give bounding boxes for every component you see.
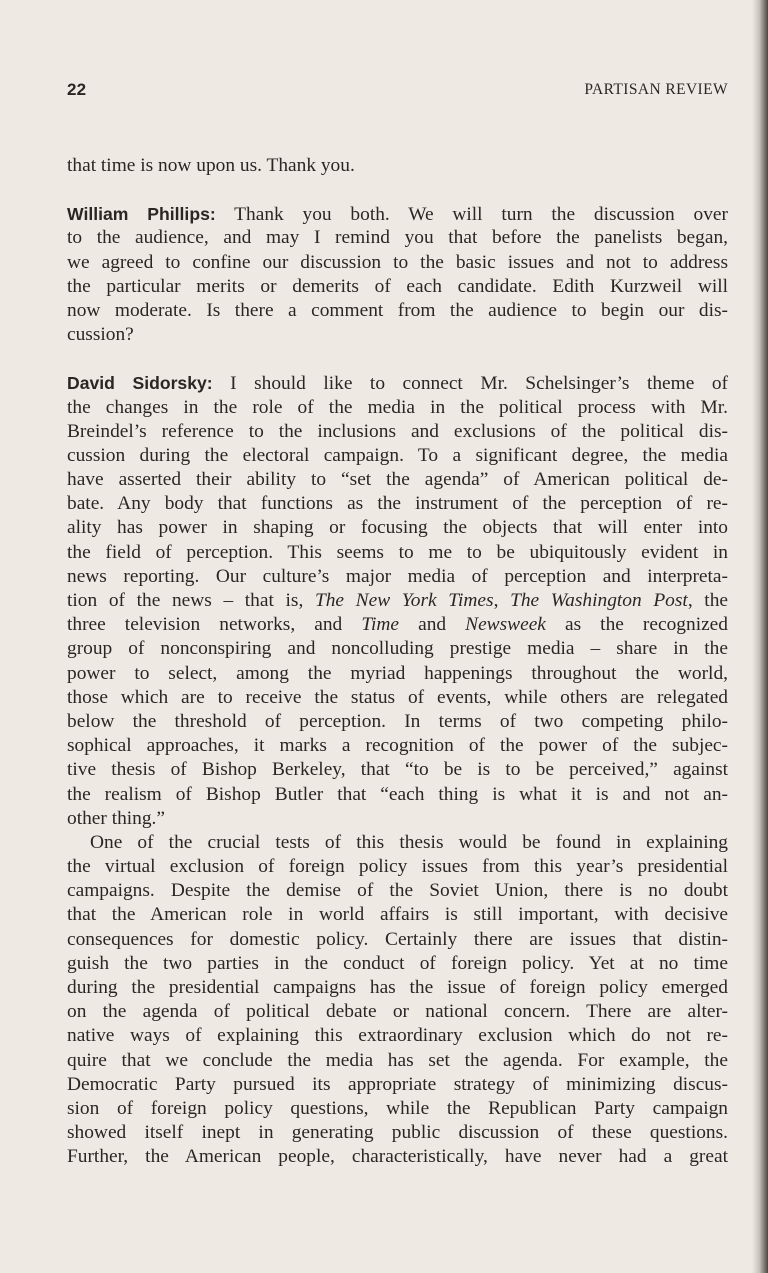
text-run: and bbox=[399, 614, 466, 636]
italic-title-newsweek: Newsweek bbox=[465, 614, 546, 636]
text-line: sophical approaches, it marks a recognition of the power of the subjec- bbox=[67, 735, 728, 757]
text-line: to the audience, and may I remind you that before the panelists began, bbox=[67, 227, 728, 249]
text-line: the virtual exclusion of foreign policy issues from this year’s presidential bbox=[67, 856, 728, 878]
text-line: the changes in the role of the media in the political process with Mr. bbox=[67, 396, 728, 418]
text-line: sion of foreign policy questions, while the Republican Party campaign bbox=[67, 1097, 728, 1119]
text-line: Democratic Party pursued its appropriate strategy of minimizing discus- bbox=[67, 1073, 728, 1095]
text-line: group of nonconspiring and noncolluding prestige media – share in the bbox=[67, 638, 728, 660]
text-line: during the presidential campaigns has the issue of foreign policy emerged bbox=[67, 977, 728, 998]
journal-title: PARTISAN REVIEW bbox=[584, 81, 728, 98]
text-line: we agreed to confine our discussion to the basic issues and not to address bbox=[67, 251, 728, 273]
italic-title-time: Time bbox=[361, 614, 400, 636]
text-line: One of the crucial tests of this thesis would be found in explaining bbox=[90, 831, 728, 853]
text-line: news reporting. Our culture’s major media of perception and interpreta- bbox=[67, 565, 728, 587]
paragraph-closing bbox=[67, 154, 728, 178]
text-line: the realism of Bishop Butler that “each thing is what it is and not an- bbox=[67, 783, 728, 805]
text-line: have asserted their ability to “set the agenda” of American political de- bbox=[67, 469, 728, 491]
text-run: as the recognized bbox=[545, 614, 728, 636]
page-edge-shadow bbox=[752, 0, 768, 1273]
page-number: 22 bbox=[67, 80, 87, 99]
text-run: three television networks, and bbox=[67, 614, 362, 636]
speaker-name: William Phillips: bbox=[67, 204, 216, 225]
text-line: on the agenda of political debate or national concern. There are alter- bbox=[67, 1001, 728, 1023]
text-line: other thing.” bbox=[67, 807, 166, 829]
text-run: , bbox=[493, 590, 511, 611]
text-line: showed itself inept in generating public discussion of these questions. bbox=[67, 1122, 728, 1144]
text-line: cussion? bbox=[67, 324, 134, 346]
paragraph-foreign-policy bbox=[67, 831, 728, 1170]
text-run: tion of the news – that is, bbox=[67, 590, 315, 611]
text-line: the field of perception. This seems to me to be ubiquitously evident in bbox=[67, 541, 728, 563]
running-head bbox=[67, 80, 728, 104]
text-line: consequences for domestic policy. Certainly there are issues that distin- bbox=[67, 928, 728, 950]
text-line: campaigns. Despite the demise of the Soviet Union, there is no doubt bbox=[67, 880, 728, 902]
text-line: that time is now upon us. Thank you. bbox=[67, 155, 355, 176]
speaker-name: David Sidorsky: bbox=[67, 373, 213, 394]
text-line: the particular merits or demerits of each candidate. Edith Kurzweil will bbox=[67, 275, 728, 297]
text-line: that the American role in world affairs is still important, with decisive bbox=[67, 904, 728, 926]
text-line: below the threshold of perception. In terms of two competing philo- bbox=[67, 710, 728, 732]
body-text bbox=[67, 154, 728, 1170]
text-run: I should like to connect Mr. Schelsinger’s theme of bbox=[212, 373, 728, 395]
text-line bbox=[67, 589, 728, 613]
italic-title-wapo: The Washington Post bbox=[510, 590, 688, 611]
italic-title-nyt: The New York Times bbox=[314, 590, 494, 611]
text-line: native ways of explaining this extraordinary exclusion which do not re- bbox=[67, 1025, 728, 1047]
text-line: Further, the American people, characteristically, have never had a great bbox=[67, 1146, 728, 1168]
text-line: power to select, among the myriad happenings throughout the world, bbox=[67, 662, 728, 684]
text-line: ality has power in shaping or focusing the objects that will enter into bbox=[67, 517, 728, 539]
text-line bbox=[67, 371, 728, 395]
paragraph-william-phillips bbox=[67, 202, 728, 347]
text-line bbox=[67, 613, 728, 637]
text-line: now moderate. Is there a comment from the audience to begin our dis- bbox=[67, 299, 728, 321]
text-run: , the bbox=[687, 590, 728, 611]
text-line: bate. Any body that functions as the instrument of the perception of re- bbox=[67, 493, 728, 515]
paragraph-david-sidorsky bbox=[67, 371, 728, 831]
text-line: those which are to receive the status of events, while others are relegated bbox=[67, 686, 728, 708]
text-line bbox=[67, 202, 728, 226]
text-line: quire that we conclude the media has set the agenda. For example, the bbox=[67, 1049, 728, 1071]
text-line: guish the two parties in the conduct of foreign policy. Yet at no time bbox=[67, 952, 728, 974]
text-line: cussion during the electoral campaign. To a significant degree, the media bbox=[67, 444, 728, 466]
text-run: Thank you both. We will turn the discussion over bbox=[215, 204, 728, 226]
text-line: Breindel’s reference to the inclusions and exclusions of the political dis- bbox=[67, 420, 728, 442]
text-line: tive thesis of Bishop Berkeley, that “to be is to be perceived,” against bbox=[67, 759, 728, 781]
